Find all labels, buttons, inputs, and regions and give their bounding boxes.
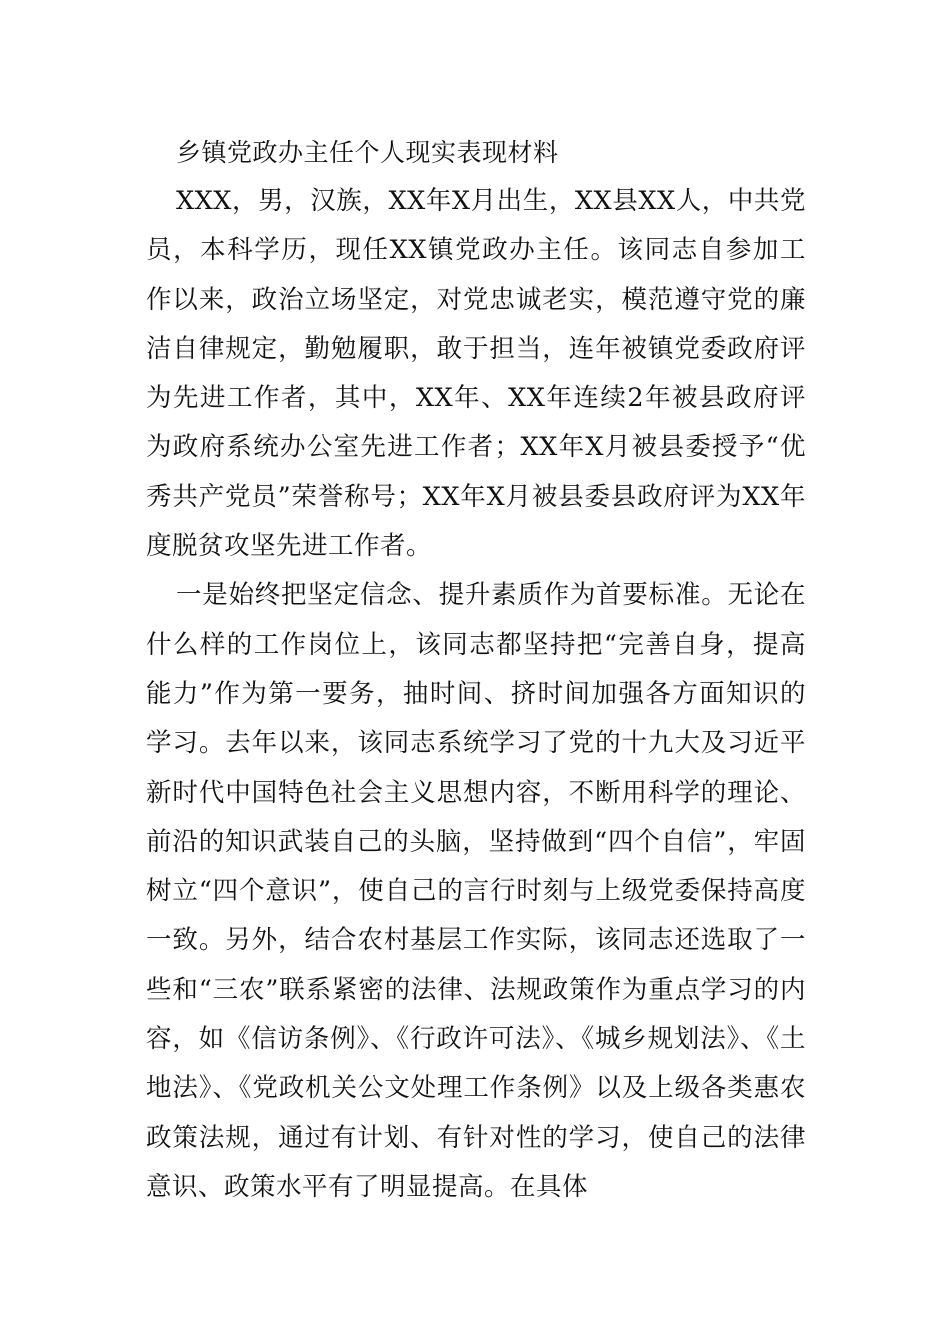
paragraph-profile: XXX，男，汉族，XX年X月出生，XX县XX人，中共党员，本科学历，现任XX镇党政办主任。该同志自参加工作以来，政治立场坚定，对党忠诚老实，模范遵守党的廉洁自律规定，勤勉履职，敢于担当，连年被镇党委政府评为先进工作者，其中，XX年、XX年连续2年被县政府评为政府系统办公室先进工作者；XX年X月被县委授予“优秀共产党员”荣誉称号；XX年X月被县委县政府评为XX年度脱贫攻坚先进工作者。 [146, 186, 806, 562]
paragraph-point-one: 一是始终把坚定信念、提升素质作为首要标准。无论在什么样的工作岗位上，该同志都坚持把“完善自身，提高能力”作为第一要务，抽时间、挤时间加强各方面知识的学习。去年以来，该同志系统学习了党的十九大及习近平新时代中国特色社会主义思想内容，不断用科学的理论、前沿的知识武装自己的头脑，坚持做到“四个自信”，牢固树立“四个意识”，使自己的言行时刻与上级党委保持高度一致。另外，结合农村基层工作实际，该同志还选取了一些和“三农”联系紧密的法律、法规政策作为重点学习的内容，如《信访条例》、《行政许可法》、《城乡规划法》、《土地法》、《党政机关公文处理工作条例》以及上级各类惠农政策法规，通过有计划、有针对性的学习，使自己的法律意识、政策水平有了明显提高。在具体 [146, 580, 806, 1202]
document-body [146, 129, 806, 1212]
document-title: 乡镇党政办主任个人现实表现材料 [176, 138, 559, 167]
